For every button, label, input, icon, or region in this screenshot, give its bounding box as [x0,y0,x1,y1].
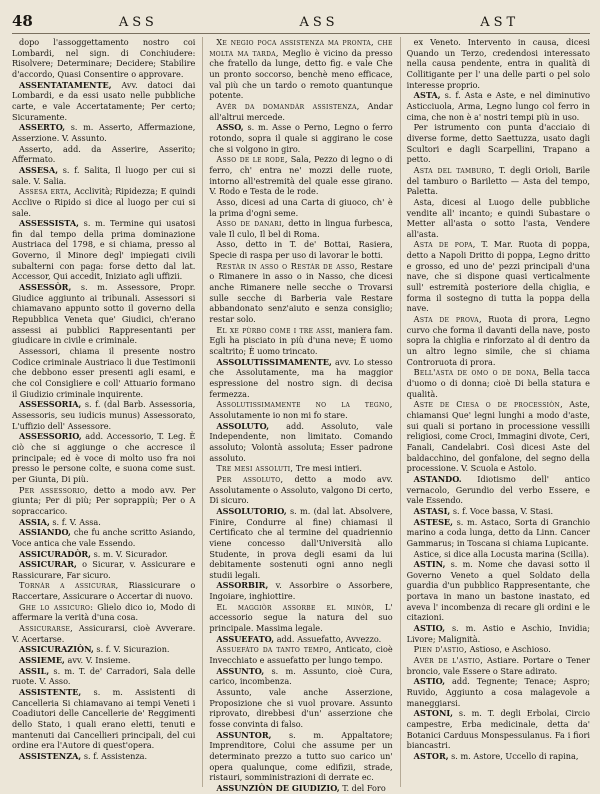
entry-headword: ASTIO, [413,676,446,687]
sub-entry [209,644,392,665]
dictionary-entry [407,517,590,549]
entry-definition: s. m. (dal lat. Absolvere, Finire, Condurre al fine) chiamasi il Certificato che al termine del quadriennio viene concesso dall'Università allo Studente, in prova degli esami da lui debitamente sostenuti ogni anno negli studii legali. [209,505,393,580]
entry-headword: ASTIN, [413,559,446,570]
dictionary-entry [12,687,195,751]
entry-headword: ASTANDO. [413,473,462,484]
entry-definition: s. f. V. Assa. [52,516,101,527]
entry-definition: Astioso, e Aschioso. [469,644,551,655]
entry-definition: s. f. Assistenza. [83,750,148,761]
entry-definition: Assunto, vale anche Asserzione, Proposizione che si vuol provare. Assunto riprovato, direbbesi d'un' asserzione che fosse convinta di falso. [209,687,393,729]
dictionary-entry [12,346,195,399]
entry-headword: Bell'asta de omo o de dona, [413,367,540,378]
entry-definition: add. Assuefatto, Avvezzo. [276,633,382,644]
sub-entry [12,485,195,517]
entry-definition: s. m. Termine qui usatosi fin dal tempo della prima dominazione Austriaca del 1798, e si chiama, presso al Governo, il Minore degl' impiegati civili subalterni con paga: forse detto dal lat. Accessor, Qui accedit, Iniziato agli uffizii. [12,218,196,282]
dictionary-entry [12,666,195,687]
dictionary-entry [407,197,590,240]
running-head-center: ASS [299,15,339,30]
entry-headword: ASSOLUTORIO, [216,505,287,516]
entry-definition: Acclività; Ripidezza; E quindi Acclive o Ripido si dice al luogo per cui si sale. [12,186,196,218]
column-right [400,37,590,787]
sub-entry [209,474,392,506]
page-number: 48 [12,12,33,30]
entry-definition: maniera fam. Egli ha pisciato in più d'una neve; È uomo scaltrito; È uomo trincato. [209,324,393,357]
running-head-left: ASS [118,15,158,30]
entry-headword: Asta de popa, [413,239,476,250]
dictionary-entry [407,751,590,762]
dictionary-entry [209,421,392,464]
dictionary-entry [209,730,392,783]
entry-headword: ASSICURADÒR, [19,548,91,559]
entry-headword: ASSISTENTE, [19,687,82,698]
dictionary-entry [407,623,590,644]
entry-headword: ASTESE, [413,516,453,527]
entry-definition: s. m. Astore, Uccello di rapina, [451,750,579,761]
entry-definition: s. m. Nome che davasi sotto il Governo Veneto a quel Soldato della guardia d'un pubblico Rappresentante, che portava in mano un bastone inastato, ed aveva l' incombenza di recare gli ordini e le citazioni. [406,559,590,623]
entry-definition: o Sicurar, v. Assicurare e Rassicurare, Far sicuro. [12,559,196,580]
entry-headword: ASTOR, [413,750,449,761]
entry-headword: ASSICURAR, [19,559,77,570]
entry-headword: Per assoluto, [216,473,284,484]
entry-headword: ASSUNTO, [216,665,265,676]
sub-entry [12,580,195,601]
entry-definition: s. m. T. de' Carradori, Sala delle ruote. V. Asso. [12,665,196,687]
entry-headword: ASSIA, [19,516,50,527]
entry-headword: Tre mesi assoluti, [216,463,294,474]
entry-definition: s. f. V. Sicurazion. [96,644,170,655]
entry-definition: Tre mesi intieri. [295,463,362,474]
dictionary-entry [209,580,392,601]
dictionary-entry [209,197,392,218]
sub-entry [209,602,392,634]
entry-definition: s. m. Assunto, cioè Cura, carico, incombenza. [209,665,393,687]
entry-definition: s. f. Asta e Aste, e nel diminutivo Asticciuola, Arma, Legno lungo col ferro in cima, che non è a' nostri tempi più in uso. [406,90,590,122]
entry-definition: s. m. V. Sicurador. [93,548,168,559]
entry-definition: Asta, dicesi al Luogo delle pubbliche vendite all' incanto; e quindi Subastare o Metter all'asta o sotto l'asta, Vendere all'asta. [406,196,590,239]
entry-headword: Asta del tamburo, [413,164,495,175]
entry-headword: Asso de danari, [216,218,285,229]
entry-headword: Asso de le rode, [216,154,288,165]
dictionary-entry [407,122,590,165]
entry-headword: Restàr in asso o Restàr de asso, [216,260,358,271]
entry-headword: ASSUNTOR, [216,729,272,740]
entry-definition: add. Tegnente; Tenace; Aspro; Ruvido, Aggiunto a cosa malagevole a maneggiarsi. [406,676,590,708]
entry-definition: Avv. datoci dai Lombardi, e da essi usato nelle pubbliche carte, e vale Accertatamente; Per certo; Sicuramente. [12,79,196,122]
sub-entry [12,602,195,623]
entry-headword: ASSICURAZIÒN, [19,644,94,655]
entry-headword: ASSUNZIÒN DE GIUDIZIO, [216,782,340,793]
entry-headword: Avér da domandàr assistenza, [216,100,360,111]
entry-headword: Xe negio poca assistenza ma pronta, che molta ma tarda, [209,37,393,58]
entry-definition: T. del Foro [342,782,386,793]
entry-headword: ASSIL, [19,665,50,676]
sub-entry [407,239,590,314]
entry-headword: ASSUEFATO, [216,633,275,644]
dictionary-entry [209,783,392,794]
entry-headword: Assicurarse, [19,623,74,634]
dictionary-entry [209,506,392,581]
entry-headword: ASSIANDO, [19,527,71,538]
sub-entry [209,154,392,197]
entry-headword: ASSESSÒR, [19,282,72,293]
entry-definition: Astice, si dice alla Locusta marina (Scilla). [413,548,589,559]
dictionary-entry [407,90,590,122]
entry-definition: Meglio è vicino da presso che fratello da lunge, detto fig. e vale Che un pronto soccorso, benchè meno efficace, val più che un tardo o remoto quantunque potente. [209,47,393,101]
dictionary-entry [407,708,590,751]
dictionary-entry [12,165,195,186]
entry-definition: detto a modo avv. Assolutamente o Assoluto, valgono Di certo, Di sicuro. [209,473,393,506]
entry-definition: Assicurarsi, cioè Avverare. V. Acertarse. [12,623,196,644]
entry-headword: ASSENTATAMENTE, [19,79,112,90]
entry-definition: s. m. T. degli Erbolai, Circio campestre, Erba medicinale, detta da' Botanici Carduus Monspessulanus. Fa i fiori biancastri. [406,708,590,751]
entry-definition: dopo l'assoggettamento nostro coi Lombardi, nel sign. di Conchiudere: Risolvere; Determinare; Decidere; Stabilire d'accordo, Quasi Consentire o approvare. [12,37,196,79]
entry-headword: El maggiòr assorbe el minòr, [216,601,375,612]
dictionary-entry [209,122,392,154]
entry-definition: add. Accessorio, T. Leg. È ciò che si aggiunge o che accresce il principale; ed è voce di molto uso fra noi presso le persone colte, e suona come sust. per Giunta, Di più. [12,431,196,484]
dictionary-entry [12,559,195,580]
running-head-right: AST [480,15,520,30]
column-left [12,37,195,787]
entry-headword: ASSESA, [19,164,59,175]
entry-definition: add. Assoluto, vale Independente, non limitato. Comando assoluto; Volontà assoluta; Esser padrone assoluto. [209,420,393,463]
dictionary-entry [407,506,590,517]
entry-definition: Aste, chiamansi Que' legni lunghi a modo d'aste, sui quali si portano in processione vessilli religiosi, come Croci, Immagini divote, Ceri, Fanali, Candelabri. Così dicesi Aste del baldacchino, del gonfalone, del segno della processione. V. Scuola e Astolo. [406,399,590,474]
entry-definition: s. f. Salita, Il luogo per cui si sale. V. Salia. [12,164,196,186]
sub-entry [209,325,392,357]
entry-headword: Avér de l'astio, [413,655,484,666]
entry-definition: detto a modo avv. Per giunta; Per di più; Per soprappiù; Per o A sopraccarico. [12,484,196,516]
dictionary-entry [407,474,590,506]
entry-definition: L' accessorio segue la natura del suo principale. Massima legale. [209,601,393,634]
entry-definition: Andar all'altrui mercede. [209,100,393,122]
sub-entry [407,399,590,474]
entry-headword: Assolutissimamente no la tegno, [216,399,393,410]
entry-definition: s. m. Assessore, Propr. Giudice aggiunto ai tribunali. Assessori si chiamavano appunto sotto il governo della Repubblica Veneta que' Giudici, ch'erano assessi ai pubblici Rappresentanti per giudicare in civile e criminale. [12,282,196,346]
text-columns [12,37,590,793]
entry-definition: s. f. Voce bassa, V. Stasi. [452,505,554,516]
entry-headword: Asta de prova, [413,314,482,325]
dictionary-entry [12,751,195,762]
sub-entry [407,367,590,399]
entry-definition: Restare o Rimanere in asso o in Nasso, che dicesi anche Rimanere nelle secche o Trovarsi sulle secche di Barberia vale Restare abbandonato senz'aiuto e senza consiglio; restar solo. [209,260,393,325]
dictionary-entry [12,431,195,484]
entry-headword: ASSISTENZA, [19,750,82,761]
entry-headword: ASSESSORIO, [19,431,82,442]
dictionary-entry [209,687,392,730]
entry-headword: ASTA, [413,90,441,101]
dictionary-entry [407,549,590,560]
entry-definition: Ruota di prora, Legno curvo che forma il davanti della nave, posto sopra la chiglia e rinforzato al di dentro da un altro legno simile, che si chiama Controruota di prora. [406,314,590,367]
entry-headword: Aste de Ciesa o de processiòn, [413,399,563,410]
entry-definition: detto in lingua furbesca, vale Il culo, Il bel di Roma. [209,218,393,239]
entry-definition: s. m. Asserto, Affermazione, Asserzione. V. Assunto. [12,122,196,143]
entry-headword: ASSESSISTA, [19,218,80,229]
dictionary-entry [12,527,195,548]
entry-definition: Bella tacca d'uomo o di donna; cioè Di bella statura e qualità. [406,367,590,399]
entry-headword: ASSESSORIA, [19,399,82,410]
entry-definition: Asso, dicesi ad una Carta di giuoco, ch' è la prima d'ogni seme. [209,196,393,218]
sub-entry [209,399,392,420]
entry-definition: s. m. Astaco, Sorta di Granchio marino a coda lunga, detto da Linn. Cancer Gammarus; in Toscana si chiama Lupicante. [406,516,590,548]
entry-definition: s. m. Appaltatore; Imprenditore, Colui che assume per un determinato prezzo a tutto suo carico un' opera qualunque, come edifizii, strade, ristauri, somministrazioni di derrate ec. [209,729,393,783]
entry-headword: ASSO, [216,122,244,133]
column-middle [202,37,393,793]
entry-definition: s. m. Astio e Aschio, Invidia; Livore; Malignità. [406,623,590,644]
page-header [12,12,590,34]
dictionary-entry [12,122,195,143]
entry-definition: Anticato, cioè Invecchiato e assuefatto per lungo tempo. [209,644,393,666]
entry-headword: Assuefàto da tanto tempo, [216,644,332,655]
entry-headword: ASSERTO, [19,122,66,133]
entry-headword: ASSOLUTO, [216,420,270,431]
entry-headword: Pien d'astio, [413,644,467,655]
sub-entry [209,463,392,474]
entry-definition: Asserto, add. da Asserire, Asserito; Affermato. [12,143,196,165]
entry-definition: Asso, detto in T. de' Bottai, Rasiera, Specie di raspa per uso di lavorar le botti. [209,239,393,261]
entry-definition: s. m. Assistenti di Cancelleria Si chiamavano ai tempi Veneti i Coadiutori delle Cancellerie de' Reggimenti dello Stato, i quali erano eletti, tenuti e mantenuti dai Cancellieri principali, del cui ordine era l'Autore di quest'opera. [12,687,196,751]
entry-headword: Tornàr a assicurar, [19,580,119,591]
entry-definition: Riassicurare o Raccertare, Assicurare o Accertar di nuovo. [12,580,196,602]
entry-headword: ASTONI, [413,708,454,719]
sub-entry [407,314,590,367]
sub-entry [407,165,590,197]
entry-definition: ex Veneto. Intervento in causa, dicesi Quando un Terzo, credendosi interessato nella causa pendente, entra in qualità di Collitigante per l' una delle parti o pel solo interesse proprio. [406,37,590,90]
entry-headword: Ghe lo assicuro: [19,601,94,612]
dictionary-entry [12,399,195,431]
entry-definition: Per istrumento con punta d'acciaio di diverse forme, detto Saettuzza, usato dagli Scultori e dagli Scarpellini, Trapano a petto. [406,122,590,165]
entry-headword: Per assessorio, [19,484,88,495]
dictionary-entry [12,655,195,666]
entry-definition: Assolutamente io non mi fo stare. [209,409,348,420]
dictionary-entry [407,559,590,623]
entry-definition: Idiotismo dell' antico vernacolo, Gerundio del verbo Essere, e vale Essendo. [406,473,590,506]
sub-entry [209,101,392,122]
entry-headword: Assesa erta, [19,186,72,197]
dictionary-entry [12,282,195,346]
dictionary-entry [12,644,195,655]
dictionary-entry [12,37,195,80]
entry-headword: ASSORBIR, [216,580,269,591]
dictionary-entry [12,80,195,123]
entry-headword: ASSOLUTISSIMAMENTE, [216,356,332,367]
entry-definition: che fu anche scritto Asiando, Voce antica che vale Essendo. [12,527,196,548]
sub-entry [12,623,195,644]
sub-entry [209,261,392,325]
entry-definition: T. Mar. Ruota di poppa, detto a Napoli Dritto di poppa, Legno dritto e grosso, ed uno de' pezzi principali d'una nave, che si dispone quasi verticalmente sull' estremità posteriore della chiglia, e forma il sostegno di tutta la poppa della nave. [406,239,590,314]
entry-definition: avv. Lo stesso che Assolutamente, ma ha maggior espressione del nostro sign. di decisa fermezza. [209,356,393,399]
entry-headword: ASTIO, [413,623,446,634]
entry-definition: Assessori, chiama il presente nostro Codice criminale Austriaco li due Testimonii che debbono esser presenti agli esami, e che col Consigliere e coll' Attuario formano il Giudizio criminale inquirente. [12,346,196,399]
entry-definition: s. f. (dal Barb. Assessoria, Assessoris, seu iudicis munus) Assessorato, L'uffizio dell' Assessore. [12,399,196,431]
dictionary-entry [12,144,195,165]
dictionary-entry [209,239,392,260]
entry-definition: Sala, Pezzo di legno o di ferro, ch' entra ne' mozzi delle ruote, intorno all'estremità del quale esse girano. V. Rodo e Testa de le rode. [209,154,393,197]
entry-definition: Glielo dico io, Modo di affermare la verità d'una cosa. [12,601,196,623]
dictionary-entry [12,517,195,528]
entry-definition: avv. V. Insieme. [67,655,131,666]
entry-headword: El xe pùrbo come i tre assi, [216,324,336,335]
entry-headword: ASSIEME, [19,655,65,666]
dictionary-entry [12,549,195,560]
sub-entry [209,218,392,239]
entry-definition: s. m. Asse o Perno, Legno o ferro rotondo, sopra il quale si aggirano le cose che si volgono in giro. [209,122,393,154]
entry-definition: Astiare. Portare o Tener broncio, vale Essere o Stare adirato. [406,655,590,676]
sub-entry [12,186,195,218]
dictionary-entry [209,666,392,687]
dictionary-entry [407,37,590,90]
entry-definition: T. degli Orioli, Barile del tamburo o Bariletto — Asta del tempo, Paletta. [406,164,590,197]
sub-entry [407,644,590,655]
dictionary-entry [209,634,392,645]
dictionary-entry [12,218,195,282]
dictionary-entry [407,676,590,708]
sub-entry [407,655,590,676]
entry-definition: v. Assorbire o Assorbere, Ingoiare, inghiottire. [209,580,393,602]
entry-headword: ASTASI, [413,505,451,516]
sub-entry [209,37,392,101]
dictionary-entry [209,357,392,400]
